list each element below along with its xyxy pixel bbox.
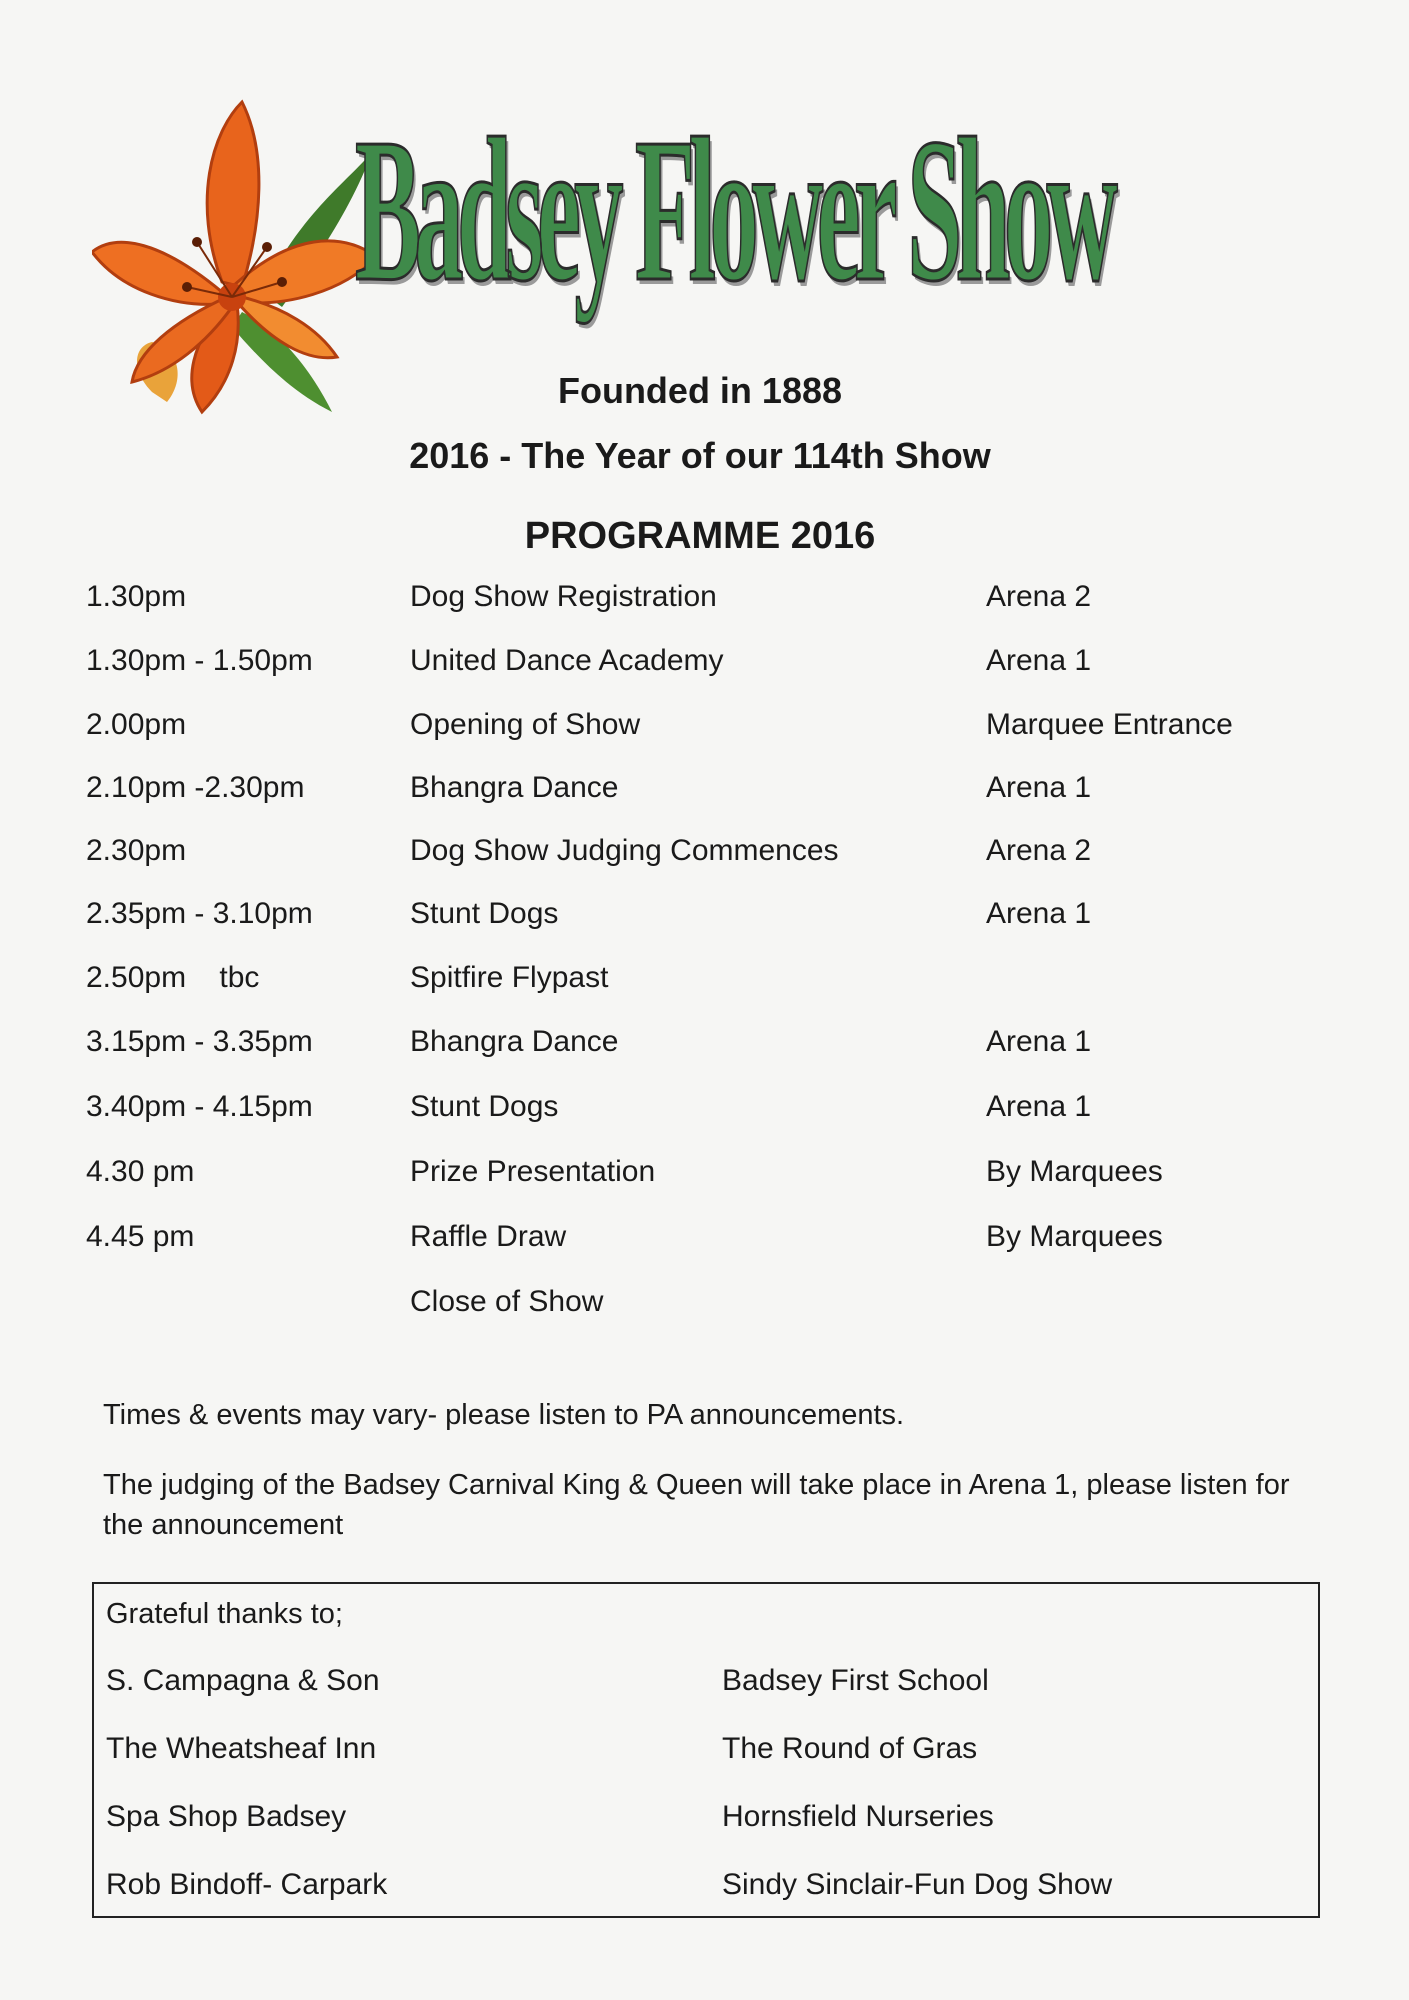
- programme-location: By Marquees: [986, 1155, 1163, 1188]
- programme-event: Prize Presentation: [410, 1155, 656, 1188]
- programme-event: United Dance Academy: [410, 644, 724, 677]
- judging-notice: The judging of the Badsey Carnival King & Queen will take place in Arena 1, please listen for the announcement: [103, 1469, 1290, 1541]
- programme-row: [0, 580, 1409, 630]
- programme-row: [0, 708, 1409, 758]
- programme-row: [0, 771, 1409, 821]
- programme-time: 2.35pm - 3.10pm: [86, 897, 313, 930]
- programme-time: 2.00pm: [86, 708, 187, 741]
- programme-time: 2.10pm -2.30pm: [86, 771, 305, 804]
- programme-event: Bhangra Dance: [410, 1025, 619, 1058]
- programme-event: Dog Show Judging Commences: [410, 834, 839, 867]
- pa-notice: Times & events may vary- please listen to PA announcements.: [103, 1399, 905, 1431]
- sponsor-name: The Wheatsheaf Inn: [106, 1732, 377, 1765]
- programme-location: Arena 2: [986, 580, 1092, 613]
- programme-location: Marquee Entrance: [986, 708, 1233, 741]
- programme-time: 1.30pm - 1.50pm: [86, 644, 313, 677]
- programme-location: Arena 1: [986, 644, 1092, 677]
- programme-row: [0, 1090, 1409, 1140]
- programme-time: 3.15pm - 3.35pm: [86, 1025, 313, 1058]
- sponsor-name: Rob Bindoff- Carpark: [106, 1868, 388, 1901]
- programme-event: Stunt Dogs: [410, 1090, 559, 1123]
- sponsor-name: S. Campagna & Son: [106, 1664, 380, 1697]
- thanks-box: [92, 1582, 1320, 1918]
- programme-event: Bhangra Dance: [410, 771, 619, 804]
- programme-row: [0, 1285, 1409, 1335]
- programme-row: [0, 961, 1409, 1011]
- programme-time: 4.45 pm: [86, 1220, 195, 1253]
- programme-row: [0, 1155, 1409, 1205]
- programme-time: 4.30 pm: [86, 1155, 195, 1188]
- sponsor-name: Hornsfield Nurseries: [722, 1800, 994, 1833]
- programme-row: [0, 1025, 1409, 1075]
- programme-event: Stunt Dogs: [410, 897, 559, 930]
- programme-location: Arena 1: [986, 1090, 1092, 1123]
- programme-row: [0, 644, 1409, 694]
- sponsor-name: Badsey First School: [722, 1664, 989, 1697]
- sponsor-name: The Round of Gras: [722, 1732, 978, 1765]
- year-line: 2016 - The Year of our 114th Show: [409, 435, 991, 476]
- programme-event: Close of Show: [410, 1285, 604, 1318]
- programme-location: Arena 1: [986, 897, 1092, 930]
- programme-location: Arena 1: [986, 771, 1092, 804]
- programme-location: By Marquees: [986, 1220, 1163, 1253]
- programme-row: [0, 834, 1409, 884]
- programme-event: Spitfire Flypast: [410, 961, 609, 994]
- programme-title: PROGRAMME 2016: [524, 515, 876, 557]
- programme-time: 2.30pm: [86, 834, 187, 867]
- founded-line: Founded in 1888: [557, 370, 843, 411]
- programme-row: [0, 897, 1409, 947]
- programme-event: Opening of Show: [410, 708, 641, 741]
- programme-event: Raffle Draw: [410, 1220, 567, 1253]
- thanks-heading: Grateful thanks to;: [106, 1598, 343, 1630]
- programme-event: Dog Show Registration: [410, 580, 717, 613]
- programme-time: 1.30pm: [86, 580, 187, 613]
- programme-location: Arena 1: [986, 1025, 1092, 1058]
- show-title: Badsey Flower Show: [355, 95, 1112, 324]
- programme-row: [0, 1220, 1409, 1270]
- sponsor-name: Sindy Sinclair-Fun Dog Show: [722, 1868, 1113, 1901]
- programme-location: Arena 2: [986, 834, 1092, 867]
- programme-time: 3.40pm - 4.15pm: [86, 1090, 313, 1123]
- programme-time: 2.50pm tbc: [86, 961, 260, 994]
- sponsor-name: Spa Shop Badsey: [106, 1800, 347, 1833]
